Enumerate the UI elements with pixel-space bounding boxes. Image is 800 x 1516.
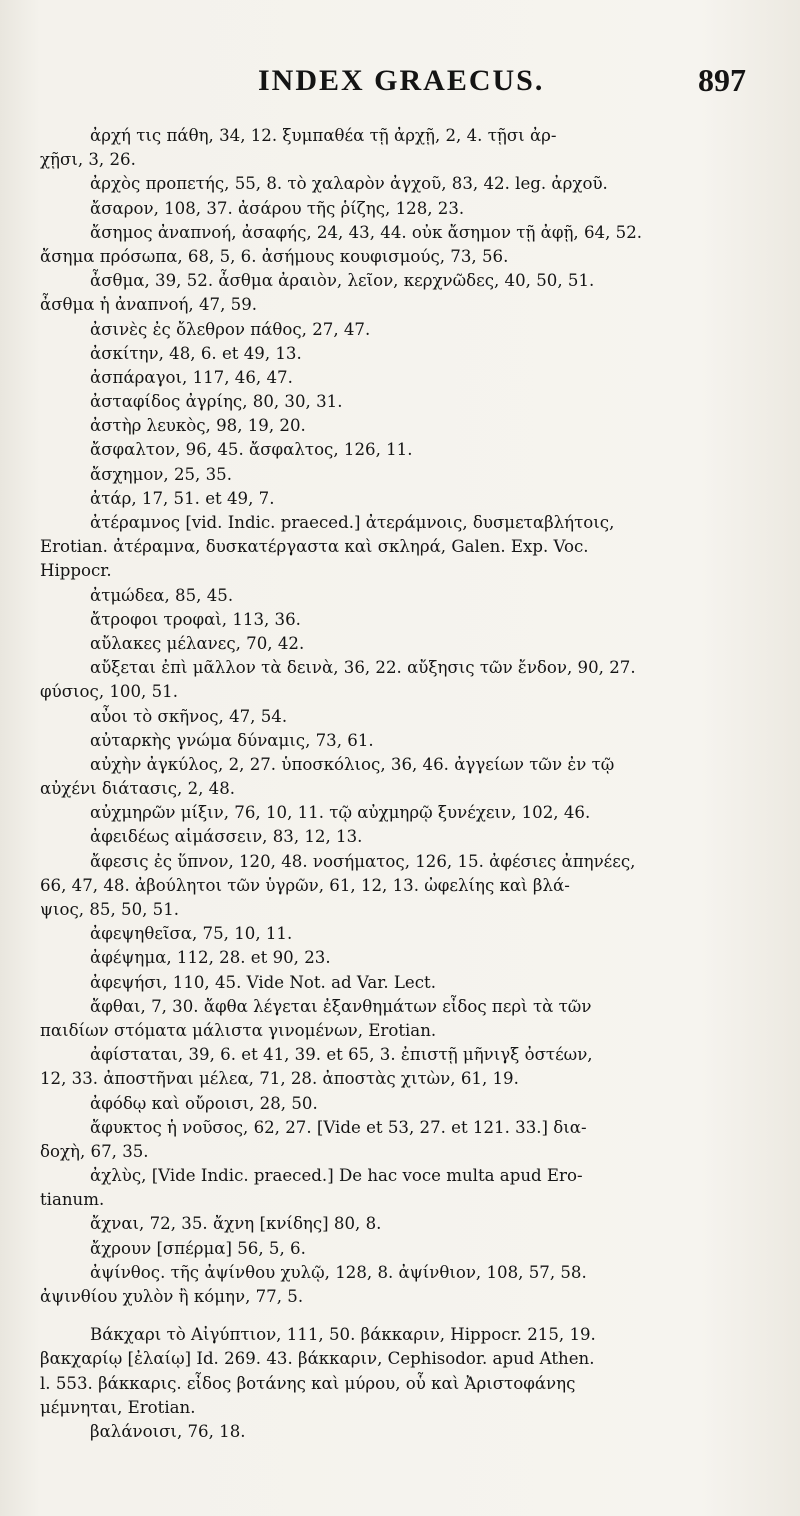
index-line: ἄσφαλτον, 96, 45. ἄσφαλτος, 126, 11.: [90, 440, 413, 460]
index-line: αὔξεται ἐπὶ μᾶλλον τὰ δεινὰ, 36, 22. αὔξησις τῶν ἔνδον, 90, 27.: [90, 658, 636, 678]
running-title: INDEX GRAECUS.: [258, 64, 545, 97]
index-line: ἀστὴρ λευκὸς, 98, 19, 20.: [90, 416, 306, 436]
index-line: ἆσθμα ἡ ἀναπνοή, 47, 59.: [40, 295, 258, 315]
index-line: ἄσχημον, 25, 35.: [90, 464, 232, 484]
index-line: Erotian. ἀτέραμνα, δυσκατέργαστα καὶ σκληρά, Galen. Exp. Voc.: [40, 537, 589, 557]
index-line: 66, 47, 48. ἀβούλητοι τῶν ὑγρῶν, 61, 12, 13. ὠφελίης καὶ βλά-: [40, 875, 570, 895]
index-line: ἀρχὸς προπετής, 55, 8. τὸ χαλαρὸν ἀγχοῦ, 83, 42. leg. ἀρχοῦ.: [90, 174, 608, 194]
index-line: ἄχναι, 72, 35. ἄχνη [κνίδης] 80, 8.: [90, 1214, 382, 1234]
index-line: χῇσι, 3, 26.: [40, 150, 136, 170]
index-line: παιδίων στόματα μάλιστα γινομένων, Erotian.: [40, 1020, 437, 1040]
index-line: αὐταρκὴς γνώμα δύναμις, 73, 61.: [90, 730, 374, 750]
index-line: ἀφειδέως αἱμάσσειν, 83, 12, 13.: [90, 827, 363, 847]
index-line: αὔλακες μέλανες, 70, 42.: [90, 633, 305, 653]
index-line: ἆσθμα, 39, 52. ἆσθμα ἀραιὸν, λεῖον, κερχνῶδες, 40, 50, 51.: [90, 271, 595, 291]
index-line: ἀτάρ, 17, 51. et 49, 7.: [90, 488, 275, 508]
section-gap: [40, 1309, 756, 1323]
index-line: 12, 33. ἀποστῆναι μέλεα, 71, 28. ἀποστὰς χιτὼν, 61, 19.: [40, 1069, 519, 1089]
index-line: ἄσημα πρόσωπα, 68, 5, 6. ἀσήμους κουφισμούς, 73, 56.: [40, 246, 509, 266]
index-line: βακχαρίῳ [ἐλαίῳ] Id. 269. 43. βάκκαριν, Cephisodor. apud Athen.: [40, 1349, 595, 1369]
index-line: ἀφίσταται, 39, 6. et 41, 39. et 65, 3. ἐπιστῇ μῆνιγξ ὀστέων,: [90, 1045, 593, 1065]
index-line: ἄτροφοι τροφαὶ, 113, 36.: [90, 609, 301, 629]
index-line: ἀσινὲς ἐς ὄλεθρον πάθος, 27, 47.: [90, 319, 371, 339]
index-line: ἀσκίτην, 48, 6. et 49, 13.: [90, 343, 302, 363]
page-number: 897: [698, 62, 746, 98]
page-header: [0, 58, 800, 108]
index-line: tianum.: [40, 1190, 105, 1210]
index-line: ἀσπάραγοι, 117, 46, 47.: [90, 367, 293, 387]
index-line: ἀφέψημα, 112, 28. et 90, 23.: [90, 948, 331, 968]
index-line: ἀχλὺς, [Vide Indic. praeced.] De hac voce multa apud Ero-: [90, 1166, 583, 1186]
index-line: φύσιος, 100, 51.: [40, 682, 178, 702]
index-line: αὖοι τὸ σκῆνος, 47, 54.: [90, 706, 288, 726]
index-line: ἀφεψήσι, 110, 45. Vide Not. ad Var. Lect.: [90, 972, 436, 992]
index-line: ἄφθαι, 7, 30. ἄφθα λέγεται ἐξανθημάτων εἶδος περὶ τὰ τῶν: [90, 996, 592, 1016]
index-line: ἀψίνθος. τῆς ἀψίνθου χυλῷ, 128, 8. ἀψίνθιον, 108, 57, 58.: [90, 1262, 587, 1282]
index-line: ἀφεψηθεῖσα, 75, 10, 11.: [90, 924, 293, 944]
index-line: ἀρχή τις πάθη, 34, 12. ξυμπαθέα τῇ ἀρχῇ, 2, 4. τῇσι ἀρ-: [90, 126, 557, 145]
index-line: ἄσαρον, 108, 37. ἀσάρου τῆς ῥίζης, 128, 23.: [90, 198, 465, 218]
index-line: Βάκχαρι τὸ Αἰγύπτιον, 111, 50. βάκκαριν, Hippocr. 215, 19.: [90, 1325, 596, 1345]
index-line: μέμνηται, Erotian.: [40, 1397, 196, 1417]
index-line: αὐχὴν ἀγκύλος, 2, 27. ὑποσκόλιος, 36, 46. ἀγγείων τῶν ἐν τῷ: [90, 754, 615, 774]
index-line: ἄσημος ἀναπνοή, ἀσαφής, 24, 43, 44. οὐκ ἄσημον τῇ ἀφῇ, 64, 52.: [90, 222, 643, 242]
index-line: ἀψινθίου χυλὸν ἢ κόμην, 77, 5.: [40, 1287, 304, 1306]
index-line: l. 553. βάκκαρις. εἶδος βοτάνης καὶ μύρου, οὗ καὶ Ἀριστοφάνης: [40, 1373, 576, 1393]
index-line: ἄφυκτος ἡ νοῦσος, 62, 27. [Vide et 53, 27. et 121. 33.] δια-: [90, 1117, 587, 1137]
index-line: αὐχμηρῶν μίξιν, 76, 10, 11. τῷ αὐχμηρῷ ξυνέχειν, 102, 46.: [90, 803, 591, 823]
index-line: ἀσταφίδος ἀγρίης, 80, 30, 31.: [90, 392, 343, 412]
index-line: ἀτμώδεα, 85, 45.: [90, 585, 234, 605]
index-line: δοχὴ, 67, 35.: [40, 1141, 149, 1161]
index-line: ψιος, 85, 50, 51.: [40, 900, 180, 919]
index-line: ἀτέραμνος [vid. Indic. praeced.] ἀτεράμνοις, δυσμεταβλήτοις,: [90, 513, 615, 532]
index-entries: [40, 124, 756, 1444]
index-line: ἀφόδῳ καὶ οὔροισι, 28, 50.: [90, 1093, 318, 1113]
index-line: αὐχένι διάτασις, 2, 48.: [40, 779, 236, 799]
index-line: ἄχρουν [σπέρμα] 56, 5, 6.: [90, 1238, 306, 1258]
index-line: βαλάνοισι, 76, 18.: [90, 1421, 246, 1441]
index-line: Hippocr.: [40, 561, 112, 581]
index-line: ἄφεσις ἐς ὕπνον, 120, 48. νοσήματος, 126, 15. ἀφέσιες ἀπηνέες,: [90, 851, 636, 871]
